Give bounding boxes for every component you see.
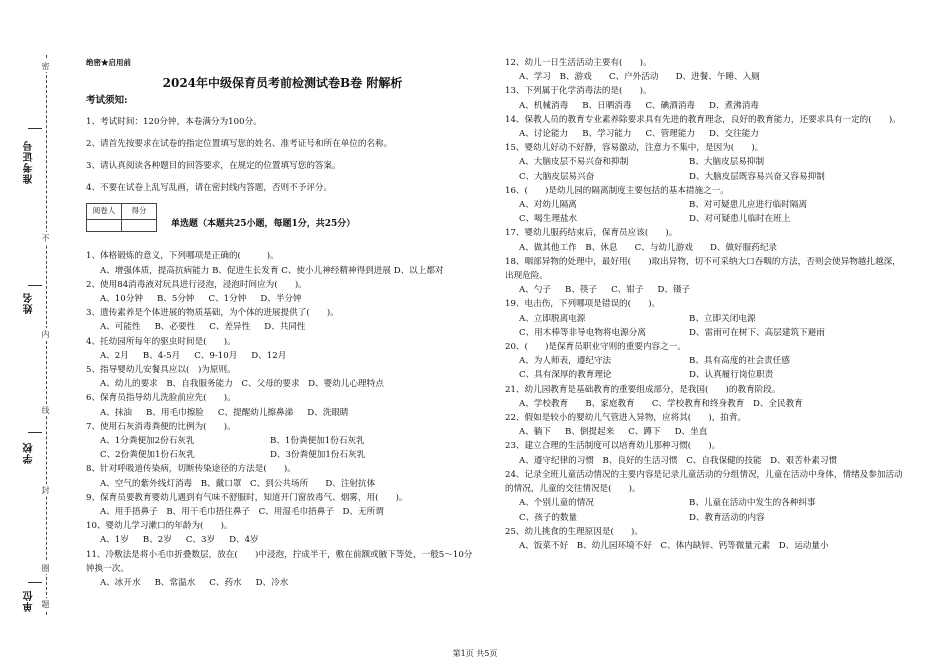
option-text: B、儿童在活动中发生的各种纠事 <box>689 498 816 509</box>
question-item <box>86 278 479 306</box>
question-item <box>505 56 905 84</box>
option-text: D、4岁 <box>229 535 259 546</box>
question-item <box>505 297 905 340</box>
option-text: D、教育活动的内容 <box>689 512 765 523</box>
seal-mark: 封 <box>41 486 50 494</box>
question-text: 17、婴幼儿服药结束后，保育员应该( )。 <box>505 228 678 239</box>
seal-mark: 线 <box>41 406 50 414</box>
option-text: B、立即关闭电源 <box>689 313 756 324</box>
question-text: 16、( )是幼儿园的隔离制度主要包括的基本措施之一。 <box>505 185 729 196</box>
question-text: 15、婴幼儿好动不好静，容易激动，注意力不集中，是因为( )。 <box>505 143 764 154</box>
question-text: 10、婴幼儿学习漱口的年龄为( )。 <box>86 521 233 532</box>
question-item <box>86 462 479 490</box>
question-text: 13、下列属于化学消毒法的是( )。 <box>505 86 652 97</box>
question-item <box>86 306 479 334</box>
question-text: 2、使用84消毒液对玩具进行浸泡，浸泡时间应为( )。 <box>86 279 307 290</box>
option-text: D、认真履行岗位职责 <box>689 370 774 381</box>
question-item <box>505 411 905 439</box>
option-text: B、5分钟 <box>156 294 195 305</box>
question-item <box>86 391 479 419</box>
label-name: 姓名 <box>24 292 35 314</box>
question-item <box>86 363 479 391</box>
question-text: 8、针对呼吸道传染病，切断传染途径的方法是( )。 <box>86 464 296 475</box>
question-options: A、饭菜不好 B、幼儿园环境不好 C、体内缺锌、钙等微量元素 D、运动量小 <box>519 540 829 551</box>
question-item <box>505 525 905 553</box>
question-item <box>86 491 479 519</box>
option-text: C、1分钟 <box>208 294 247 305</box>
question-options: A、遵守纪律的习惯 B、良好的生活习惯 C、自我保健的技能 D、艰苦朴素习惯 <box>519 455 838 466</box>
question-item <box>505 468 905 525</box>
question-options: A、用手捂鼻子 B、用干毛巾捂住鼻子 C、用湿毛巾捂鼻子 D、无所谓 <box>100 507 384 518</box>
notice-item: 1、考试时间：120分钟，本卷满分为100分。 <box>86 116 262 127</box>
question-options <box>505 312 905 340</box>
option-text: A、抹油 <box>100 407 132 418</box>
question-options <box>86 434 479 462</box>
question-options <box>505 425 905 439</box>
option-text: C、提醒幼儿擦鼻涕 <box>217 407 294 418</box>
option-text: C、用木棒等非导电物将电源分离 <box>519 327 646 338</box>
option-text: D、3份粪便加1份石灰乳 <box>270 450 366 461</box>
option-text: A、大脑皮层不易兴奋和抑制 <box>519 157 629 168</box>
label-exam-number: 准考证号 <box>24 140 35 184</box>
option-text: A、1分粪便加2份石灰乳 <box>100 436 195 447</box>
option-text: A、可能性 <box>100 322 141 333</box>
binding-margin <box>0 0 70 671</box>
option-text: A、2月 <box>100 350 129 361</box>
question-item <box>505 340 905 383</box>
option-text: C、具有深厚的教育理论 <box>519 370 612 381</box>
question-options: A、增强体质，提高抗病能力 B、促进生长发育 C、使小儿神经精神得到进展 D、以上都对 <box>100 265 444 276</box>
option-text: D、镊子 <box>657 285 691 296</box>
question-options: A、做其他工作 B、休息 C、与幼儿游戏 D、做好服药纪录 <box>519 242 778 253</box>
question-item <box>86 519 479 547</box>
seal-mark: 题 <box>41 600 50 608</box>
option-text: B、日晒消毒 <box>582 100 632 111</box>
question-item <box>86 548 479 591</box>
option-text: D、半分钟 <box>260 294 302 305</box>
question-options <box>86 406 479 420</box>
option-text: C、碘酒消毒 <box>645 100 696 111</box>
question-text: 25、幼儿挑食的生理原因是( )。 <box>505 526 643 537</box>
option-text: C、孩子的数量 <box>519 512 578 523</box>
option-text: C、3岁 <box>185 535 216 546</box>
question-text: 19、电击伤，下列哪项是错误的( )。 <box>505 299 661 310</box>
question-item <box>505 84 905 112</box>
option-text: D、共同性 <box>264 322 306 333</box>
question-text: 7、使用石灰消毒粪便的比例为( )。 <box>86 421 236 432</box>
option-text: A、10分钟 <box>100 294 143 305</box>
question-item <box>505 383 905 411</box>
question-text: 11、冷敷法是将小毛巾折叠数层，放在( )中浸泡，拧成半干，敷在前额或腋下等处，一般5～10分钟换一次。 <box>86 549 473 574</box>
notice-heading: 考试须知: <box>86 95 128 107</box>
question-options <box>505 155 905 183</box>
exam-title: 2024年中级保育员考前检测试卷B卷 附解析 <box>162 76 403 91</box>
section-title: 单选题（本题共25小题，每题1分，共25分） <box>171 219 356 230</box>
question-list-left <box>86 249 479 590</box>
option-text: A、个别儿童的情况 <box>519 498 594 509</box>
option-text: B、1份粪便加1份石灰乳 <box>270 436 365 447</box>
score-cell <box>122 219 157 231</box>
question-item <box>86 249 479 277</box>
section-header <box>86 203 479 243</box>
option-text: A、躺下 <box>519 427 551 438</box>
page-footer: 第1页 共5页 <box>452 649 498 658</box>
option-text: A、勺子 <box>519 285 551 296</box>
question-options <box>505 354 905 382</box>
seal-mark: 内 <box>41 330 50 338</box>
question-list-right <box>505 56 905 553</box>
option-text: D、坐直 <box>674 427 708 438</box>
right-column <box>505 56 905 553</box>
option-text: A、立即脱离电源 <box>519 313 586 324</box>
question-text: 3、遗传素养是个体进展的物质基础，为个体的进展提供了( )。 <box>86 308 339 319</box>
option-text: B、用毛巾擦脸 <box>146 407 204 418</box>
question-options <box>86 292 479 306</box>
question-item <box>505 255 905 298</box>
fill-line-name <box>28 285 42 286</box>
option-text: D、雷雨可在树下、高层建筑下避雨 <box>689 327 825 338</box>
question-text: 23、建立合理的生活制度可以培育幼儿那种习惯( )。 <box>505 441 721 452</box>
question-text: 9、保育员要教育婴幼儿遇到有气味不舒服时，知道开门窗放毒气、烟雾，用( )。 <box>86 492 408 503</box>
question-item <box>86 420 479 463</box>
left-column <box>86 56 479 590</box>
question-text: 12、幼儿一日生活活动主要有( )。 <box>505 58 652 68</box>
question-text: 1、体格锻炼的意义，下列哪项是正确的( )。 <box>86 251 279 262</box>
fill-line-exam-number <box>28 128 42 129</box>
score-cell <box>87 219 122 231</box>
question-options <box>86 349 479 363</box>
question-options: A、幼儿的要求 B、自我服务能力 C、父母的要求 D、婴幼儿心理特点 <box>100 379 384 390</box>
option-text: A、1岁 <box>100 535 129 546</box>
option-text: A、讨论能力 <box>519 129 569 140</box>
option-text: C、管理能力 <box>645 129 696 140</box>
option-text: D、冷水 <box>255 578 289 589</box>
label-unit: 单位 <box>24 590 35 612</box>
question-text: 5、指导婴幼儿安餐具应以( )为原则。 <box>86 365 236 376</box>
option-text: B、具有高度的社会责任感 <box>689 356 790 367</box>
question-item <box>505 439 905 467</box>
question-text: 21、幼儿园教育是基础教育的重要组成部分，是我国( )的教育阶段。 <box>505 384 781 395</box>
fill-line-unit <box>28 582 42 583</box>
option-text: C、大脑皮层易兴奋 <box>519 171 595 182</box>
option-text: B、倒提起来 <box>565 427 615 438</box>
secret-mark: 绝密★启用前 <box>86 58 131 67</box>
option-text: A、机械消毒 <box>519 100 569 111</box>
question-options <box>505 127 905 141</box>
question-text: 20、( )是保育员职业守则的重要内容之一。 <box>505 342 686 353</box>
notice-item: 4、不要在试卷上乱写乱画，请在密封线内答题，否则不予评分。 <box>86 183 333 194</box>
score-table-grader: 阅卷人 <box>87 204 122 219</box>
option-text: C、蹲下 <box>628 427 661 438</box>
question-options <box>505 496 905 524</box>
option-text: B、2岁 <box>142 535 172 546</box>
option-text: C、喝生理盐水 <box>519 214 578 225</box>
option-text: D、12月 <box>251 350 287 361</box>
question-options <box>505 99 905 113</box>
score-table <box>86 203 157 231</box>
option-text: B、常温水 <box>154 578 196 589</box>
question-options: A、学校教育 B、家庭教育 C、学校教育和终身教育 D、全民教育 <box>519 398 803 409</box>
option-text: B、必要性 <box>154 322 196 333</box>
notice-item: 3、请认真阅读各种题目的回答要求，在规定的位置填写您的答案。 <box>86 161 341 172</box>
option-text: D、洗眼睛 <box>307 407 349 418</box>
question-item <box>505 184 905 227</box>
option-text: C、药水 <box>209 578 242 589</box>
question-text: 24、记录全班儿童活动情况的主要内容是记录儿童活动的分组情况，儿童在活动中身体，情绪及参加活动的情况，儿童的交往情况是( )。 <box>505 469 903 495</box>
question-options <box>86 533 479 547</box>
question-options: A、学习 B、游戏 C、户外活动 D、进餐、午睡、入厕 <box>519 72 760 83</box>
option-text: C、钳子 <box>611 285 644 296</box>
option-text: A、对幼儿隔离 <box>519 200 577 211</box>
notice-item: 2、请首先按要求在试卷的指定位置填写您的姓名、准考证号和所在单位的名称。 <box>86 138 393 149</box>
option-text: B、学习能力 <box>582 129 632 140</box>
question-text: 4、托幼园所每年的驱虫时间是( )。 <box>86 336 236 347</box>
question-text: 18、咽部异物的处理中，最好用( )取出异物，切不可采纳大口吞咽的方法，否则会使异物越扎越深，出现危险。 <box>505 256 901 282</box>
seal-mark: 圈 <box>41 564 50 572</box>
option-text: A、为人师表，遵纪守法 <box>519 356 612 367</box>
option-text: D、煮沸消毒 <box>709 100 759 111</box>
question-options: A、空气的紫外线灯消毒 B、戴口罩 C、到公共场所 D、注射抗体 <box>100 478 376 489</box>
score-table-score: 得分 <box>122 204 157 219</box>
option-text: A、冰开水 <box>100 578 141 589</box>
option-text: B、大脑皮层易抑制 <box>689 157 765 168</box>
question-options <box>86 576 479 590</box>
question-text: 6、保育员指导幼儿洗脸前应先( )。 <box>86 393 236 404</box>
option-text: C、9-10月 <box>194 350 238 361</box>
notice-list <box>86 115 479 196</box>
question-item <box>505 226 905 254</box>
seal-mark: 不 <box>41 234 50 242</box>
question-item <box>505 113 905 141</box>
question-item <box>86 335 479 363</box>
option-text: D、对可疑患儿临时在班上 <box>689 214 791 225</box>
question-item <box>505 141 905 184</box>
fill-line-school <box>28 432 42 433</box>
question-options <box>505 198 905 226</box>
question-options <box>505 283 905 297</box>
question-text: 22、假如是较小的婴幼儿气管进入异物，应将其( )，拍背。 <box>505 413 747 424</box>
option-text: B、筷子 <box>565 285 598 296</box>
option-text: D、大脑皮层既容易兴奋又容易抑制 <box>689 171 825 182</box>
question-options <box>86 320 479 334</box>
question-text: 14、保教人员的教育专业素养除要求具有先进的教育理念，良好的教育能力，还要求具有一定的( )。 <box>505 114 901 125</box>
seal-mark: 密 <box>41 62 50 70</box>
label-school: 学校 <box>24 442 35 464</box>
option-text: B、4-5月 <box>142 350 181 361</box>
option-text: B、对可疑患儿应进行临时隔离 <box>689 200 808 211</box>
option-text: C、2份粪便加1份石灰乳 <box>100 450 195 461</box>
option-text: C、差异性 <box>209 322 251 333</box>
option-text: D、交往能力 <box>709 129 759 140</box>
